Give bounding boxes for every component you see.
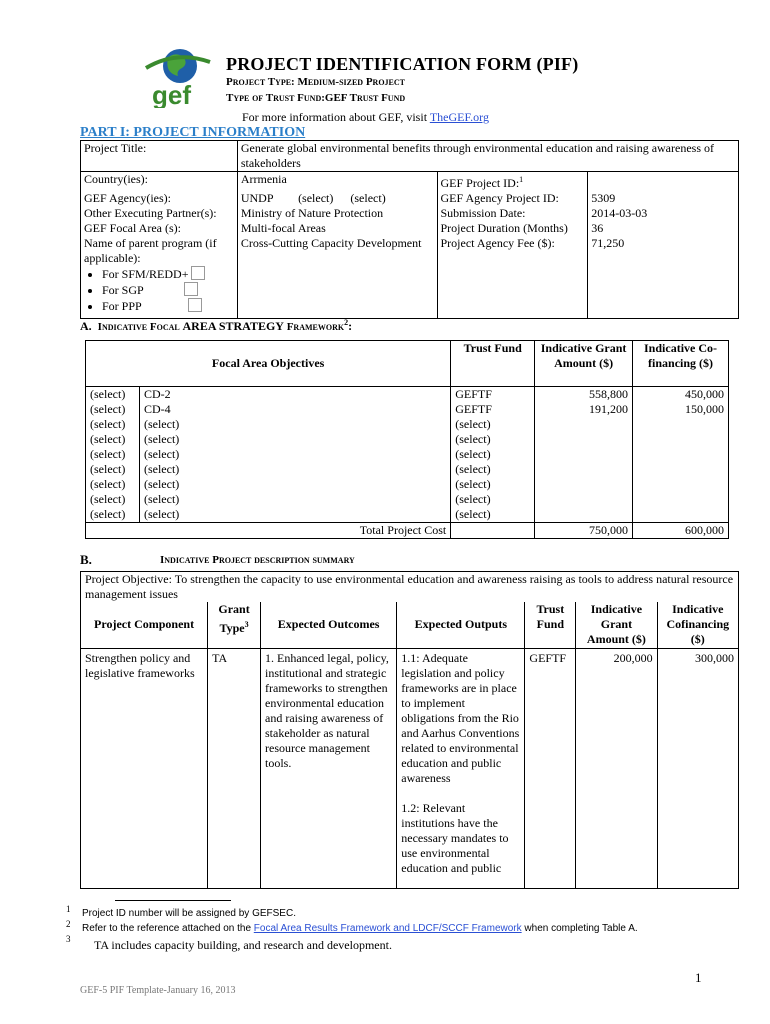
ppp-checkbox[interactable]	[188, 298, 202, 312]
crosscutting-value[interactable]: Cross-Cutting Capacity Development	[237, 236, 437, 319]
objective-select-1[interactable]: (select)	[86, 477, 140, 492]
gef-project-id-label: GEF Project ID:$^1$	[437, 172, 588, 192]
trust-fund-select[interactable]: (select)	[451, 417, 535, 432]
agency-fee-label: Project Agency Fee ($):	[437, 236, 588, 319]
focal-objective-row	[86, 402, 729, 417]
grant-value[interactable]: 200,000	[576, 648, 657, 888]
form-title: PROJECT IDENTIFICATION FORM (PIF)	[226, 54, 579, 74]
col-trust-fund-b: Trust Fund	[525, 602, 576, 648]
focal-objective-row	[86, 462, 729, 477]
objective-select-2[interactable]: (select)	[139, 447, 450, 462]
submission-label: Submission Date:	[437, 206, 588, 221]
country-label: Country(ies):	[84, 172, 148, 186]
objective-select-1[interactable]: (select)	[86, 402, 140, 417]
parent-item: • For PPP	[102, 298, 234, 314]
section-b-heading: Indicative Project description summary	[160, 554, 355, 566]
grant-amount[interactable]: 191,200	[535, 402, 633, 417]
col-trust-fund: Trust Fund	[451, 341, 535, 387]
duration-label: Project Duration (Months)	[437, 221, 588, 236]
project-summary-table	[80, 571, 739, 889]
objective-select-1[interactable]: (select)	[86, 387, 140, 403]
objective-select-1[interactable]: (select)	[86, 492, 140, 507]
country-value[interactable]: Arrmenia	[237, 172, 437, 192]
objective-select-2[interactable]: (select)	[139, 462, 450, 477]
agency-project-id-label: GEF Agency Project ID:	[437, 191, 588, 206]
project-type: Project Type: Medium-sized Project	[226, 76, 405, 88]
more-info	[242, 110, 489, 125]
partners-value[interactable]: Ministry of Nature Protection	[237, 206, 437, 221]
objective-select-2[interactable]: (select)	[139, 477, 450, 492]
agency-fee-value[interactable]: 71,250	[588, 236, 739, 319]
focal-objective-row	[86, 447, 729, 462]
grant-amount[interactable]: 558,800	[535, 387, 633, 403]
sfm-checkbox[interactable]	[191, 266, 205, 280]
focal-area-framework-link[interactable]: Focal Area Results Framework and LDCF/SCCF Framework	[253, 923, 522, 934]
component-value[interactable]: Strengthen policy and legislative frameworks	[81, 648, 208, 888]
output-2: 1.2: Relevant institutions have the necessary mandates to use environmental education and public	[401, 800, 509, 875]
col-outcomes: Expected Outcomes	[261, 602, 397, 648]
section-a-heading: A. Indicative Focal AREA STRATEGY Framework$^2$:	[80, 318, 353, 333]
total-trust	[451, 523, 535, 539]
submission-value[interactable]: 2014-03-03	[588, 206, 739, 221]
cofinancing-amount[interactable]: 150,000	[633, 402, 729, 417]
col-component: Project Component	[81, 602, 208, 648]
part1-heading: PART I: PROJECT INFORMATION	[80, 125, 306, 140]
trust-fund-select[interactable]: (select)	[451, 447, 535, 462]
cofin-value[interactable]: 300,000	[657, 648, 738, 888]
trust-fund-select[interactable]: GEFTF	[451, 402, 535, 417]
sgp-checkbox[interactable]	[184, 282, 198, 296]
objective-select-1[interactable]: (select)	[86, 507, 140, 523]
trust-fund-type: Type of Trust Fund:GEF Trust Fund	[226, 92, 406, 104]
grant-amount[interactable]	[535, 477, 633, 492]
grant-amount[interactable]	[535, 462, 633, 477]
col-cofin-b: Indicative Cofinancing ($)	[657, 602, 738, 648]
focal-objective-row	[86, 507, 729, 523]
agency-select-2[interactable]: (select)	[350, 191, 386, 205]
total-cofin: 600,000	[633, 523, 729, 539]
col-grant-amount: Indicative Grant Amount ($)	[535, 341, 633, 387]
col-outputs: Expected Outputs	[397, 602, 525, 648]
col-objectives: Focal Area Objectives	[86, 341, 451, 387]
more-info-text: For more information about GEF, visit	[242, 110, 430, 124]
objective-select-1[interactable]: (select)	[86, 447, 140, 462]
page-number: 1	[695, 970, 702, 985]
cofinancing-amount[interactable]	[633, 477, 729, 492]
objective-select-2[interactable]: (select)	[139, 507, 450, 523]
parent-item: • For SFM/REDD+	[102, 266, 234, 282]
gef-project-id-value[interactable]	[588, 172, 739, 192]
objective-select-2[interactable]: (select)	[139, 417, 450, 432]
objective-select-2[interactable]: (select)	[139, 432, 450, 447]
col-grant-type: Grant Type$^3$	[208, 602, 261, 648]
grant-amount[interactable]	[535, 507, 633, 523]
col-cofinancing: Indicative Co-financing ($)	[633, 341, 729, 387]
focal-objective-row	[86, 417, 729, 432]
cofinancing-amount[interactable]	[633, 417, 729, 432]
footnote-divider	[115, 900, 231, 901]
grant-type-value[interactable]: TA	[208, 648, 261, 888]
outcome-value[interactable]: 1. Enhanced legal, policy, institutional and strategic frameworks to strengthen environmental education and raising awareness of stakeholder as natural resource management tools.	[261, 648, 397, 888]
agency-name: UNDP	[240, 191, 274, 205]
objective-select-2[interactable]: CD-2	[139, 387, 450, 403]
objective-select-2[interactable]: (select)	[139, 492, 450, 507]
grant-amount[interactable]	[535, 417, 633, 432]
parent-item: • For SGP	[102, 282, 234, 298]
focal-area-table	[85, 340, 729, 539]
trust-fund-select[interactable]: (select)	[451, 432, 535, 447]
total-grant: 750,000	[535, 523, 633, 539]
agency-label: GEF Agency(ies):	[84, 191, 171, 205]
focal-area-label: GEF Focal Area (s):	[84, 221, 181, 235]
project-info-table	[80, 140, 739, 319]
duration-value[interactable]: 36	[588, 221, 739, 236]
trust-fund-select[interactable]: (select)	[451, 492, 535, 507]
focal-objective-row	[86, 387, 729, 403]
gef-logo	[142, 42, 212, 108]
focal-objective-row	[86, 492, 729, 507]
cofinancing-amount[interactable]	[633, 447, 729, 462]
trust-fund-select[interactable]: (select)	[451, 462, 535, 477]
section-b-letter: B.	[80, 552, 92, 567]
parent-program-cell	[81, 236, 238, 319]
cofinancing-amount[interactable]	[633, 492, 729, 507]
cofinancing-amount[interactable]	[633, 507, 729, 523]
logo-text: gef	[152, 80, 191, 108]
outputs-cell[interactable]	[397, 648, 525, 888]
cofinancing-amount[interactable]	[633, 432, 729, 447]
output-1: 1.1: Adequate legislation and policy frameworks are in place to implement obligations from the Rio and Aarhus Conventions related to environmental education and public awareness	[401, 650, 520, 785]
grant-amount[interactable]	[535, 447, 633, 462]
focal-area-value[interactable]: Multi-focal Areas	[237, 221, 437, 236]
agency-select-1[interactable]: (select)	[298, 191, 334, 205]
total-label: Total Project Cost	[86, 523, 451, 539]
parent-program-label: Name of parent program (if applicable):	[84, 236, 217, 265]
trust-fund-value[interactable]: GEFTF	[525, 648, 576, 888]
gef-website-link[interactable]: TheGEF.org	[429, 110, 489, 124]
partners-label: Other Executing Partner(s):	[84, 206, 217, 220]
trust-fund-select[interactable]: (select)	[451, 507, 535, 523]
grant-amount[interactable]	[535, 492, 633, 507]
objective-select-1[interactable]: (select)	[86, 432, 140, 447]
footer-text: GEF-5 PIF Template-January 16, 2013	[80, 985, 236, 996]
cofinancing-amount[interactable]: 450,000	[633, 387, 729, 403]
trust-fund-select[interactable]: (select)	[451, 477, 535, 492]
agency-value[interactable]	[237, 191, 437, 206]
focal-objective-row	[86, 432, 729, 447]
objective-select-1[interactable]: (select)	[86, 417, 140, 432]
col-grant-b: Indicative Grant Amount ($)	[576, 602, 657, 648]
project-title-label: Project Title:	[81, 141, 238, 172]
trust-fund-select[interactable]: GEFTF	[451, 387, 535, 403]
cofinancing-amount[interactable]	[633, 462, 729, 477]
project-objective[interactable]: Project Objective: To strengthen the capacity to use environmental education and awareness raising as tools to address natural resource management issues	[81, 572, 739, 603]
objective-select-1[interactable]: (select)	[86, 462, 140, 477]
focal-objective-row	[86, 477, 729, 492]
objective-select-2[interactable]: CD-4	[139, 402, 450, 417]
agency-project-id-value[interactable]: 5309	[588, 191, 739, 206]
grant-amount[interactable]	[535, 432, 633, 447]
project-title-value[interactable]: Generate global environmental benefits through environmental education and raising awareness of stakeholders	[237, 141, 738, 172]
